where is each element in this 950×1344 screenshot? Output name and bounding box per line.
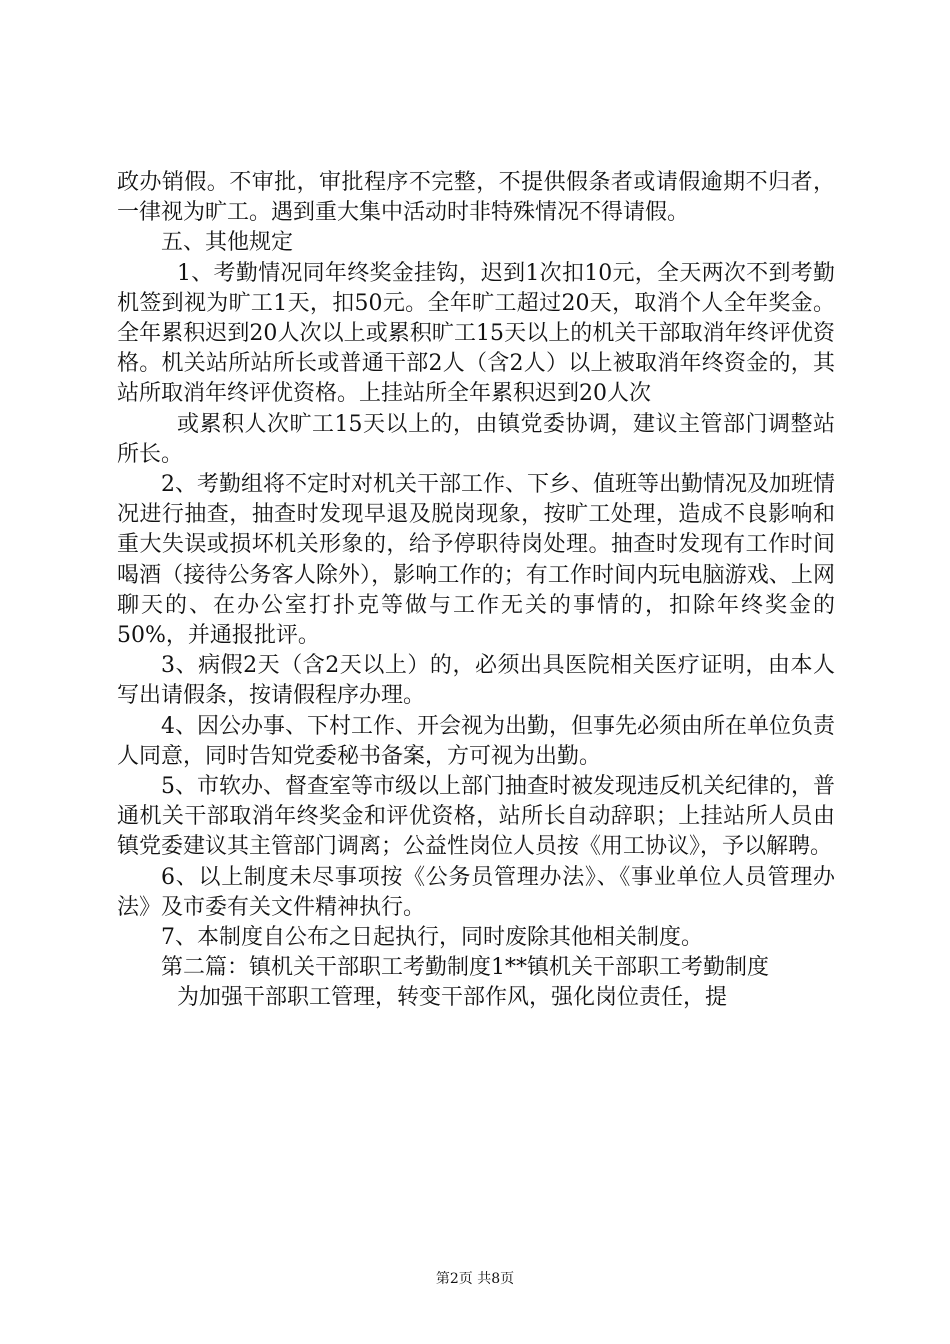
chapter-intro: 为加强干部职工管理，转变干部作风，强化岗位责任，提: [177, 985, 728, 1011]
page-number-footer: 第2页 共8页: [435, 1271, 515, 1287]
rule-item-2: 2、考勤组将不定时对机关干部工作、下乡、值班等出勤情况及加班情况进行抽查，抽查时发现早退及脱岗现象，按旷工处理，造成不良影响和重大失误或损坏机关形象的，给予停职待岗处理。抽查时发现有工作时间喝酒（接待公务客人除外），影响工作的；有工作时间内玩电脑游戏、上网聊天的、在办公室打扑克等做与工作无关的事情的，扣除年终奖金的50%，并通报批评。: [117, 472, 835, 649]
rule-item-5: 5、市软办、督查室等市级以上部门抽查时被发现违反机关纪律的，普通机关干部取消年终奖金和评优资格，站所长自动辞职；上挂站所人员由镇党委建议其主管部门调离；公益性岗位人员按《用工协议》，予以解聘。: [117, 774, 835, 860]
rule-item-3: 3、病假2天（含2天以上）的，必须出具医院相关医疗证明，由本人写出请假条，按请假程序办理。: [117, 653, 835, 709]
rule-item-1: 1、考勤情况同年终奖金挂钩，迟到1次扣10元，全天两次不到考勤机签到视为旷工1天，扣50元。全年旷工超过20天，取消个人全年奖金。全年累积迟到20人次以上或累积旷工15天以上的机关干部取消年终评优资格。机关站所站所长或普通干部2人（含2人）以上被取消年终资金的，其站所取消年终评优资格。上挂站所全年累积迟到20人次: [117, 260, 835, 407]
rule-item-1-continued: 或累积人次旷工15天以上的，由镇党委协调，建议主管部门调整站所长。: [117, 411, 835, 467]
chapter-heading: 第二篇：镇机关干部职工考勤制度1**镇机关干部职工考勤制度: [161, 955, 769, 981]
rule-item-7: 7、本制度自公布之日起执行，同时废除其他相关制度。: [161, 925, 703, 951]
section-heading-other-rules: 五、其他规定: [161, 230, 294, 256]
rule-item-4: 4、因公办事、下村工作、开会视为出勤，但事先必须由所在单位负责人同意，同时告知党委秘书备案，方可视为出勤。: [117, 713, 835, 769]
paragraph-continuation: 政办销假。不审批，审批程序不完整，不提供假条者或请假逾期不归者，一律视为旷工。遇到重大集中活动时非特殊情况不得请假。: [117, 170, 835, 226]
rule-item-6: 6、以上制度未尽事项按《公务员管理办法》、《事业单位人员管理办法》及市委有关文件精神执行。: [117, 864, 835, 920]
document-body: [117, 168, 835, 1014]
